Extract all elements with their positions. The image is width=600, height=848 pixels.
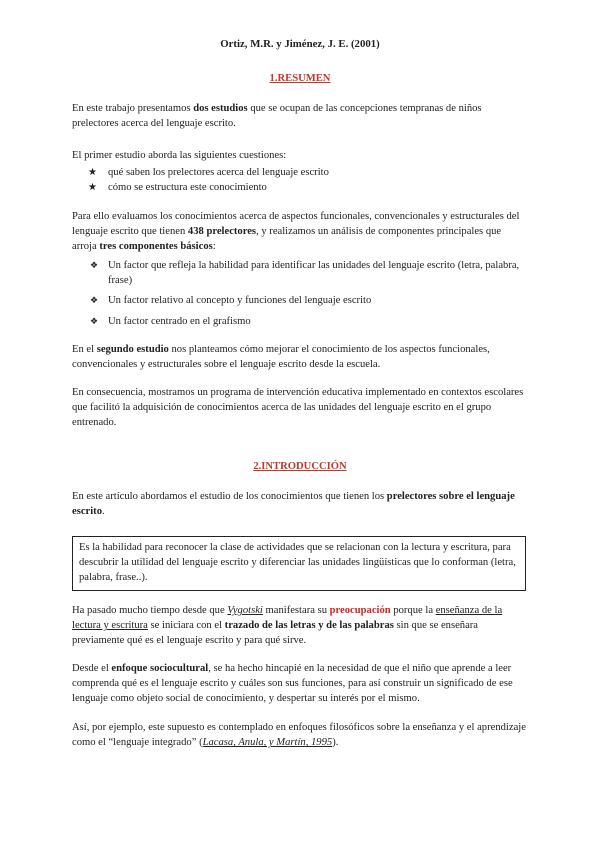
factors-list bbox=[72, 258, 528, 334]
paragraph-first-study: El primer estudio aborda las siguientes cuestiones: bbox=[72, 150, 287, 161]
paragraph-second-study: En el segundo estudio nos planteamos cómo mejorar el conocimiento de los aspectos funcionales, convencionales y estructurales sobre el lenguaje escrito desde la escuela. bbox=[72, 344, 490, 371]
questions-list bbox=[72, 165, 528, 195]
definition-box: Es la habilidad para reconocer la clase de actividades que se relacionan con la lectura y escritura, para descubrir la utilidad del lenguaje escrito y diferenciar las unidades lingüísticas que lo conforman (letra, palabra, frase..). bbox=[72, 536, 526, 591]
paragraph-vygotski: Ha pasado mucho tiempo desde que Vygotski manifestara su preocupación porque la enseñanza de la lectura y escritura se iniciara con el trazado de las letras y de las palabras sin que se enseñara previamente qué es el lenguaje escrito y para qué sirve. bbox=[72, 605, 503, 647]
list-item: ★ cómo se estructura este conocimiento bbox=[72, 180, 528, 195]
paragraph-consequence: En consecuencia, mostramos un programa de intervención educativa implementado en contextos escolares que facilitó la adquisición de conocimientos acerca de las unidades del lenguaje escrito en el grupo entrenado. bbox=[72, 387, 524, 429]
section-title-introduccion: 2.INTRODUCCIÓN bbox=[253, 461, 347, 472]
paragraph-intro: En este trabajo presentamos dos estudios que se ocupan de las concepciones tempranas de niños prelectores acerca del lenguaje escrito. bbox=[72, 103, 482, 130]
star-bullet-icon: ★ bbox=[88, 167, 97, 178]
list-item: ❖ Un factor relativo al concepto y funciones del lenguaje escrito bbox=[72, 293, 528, 308]
diamond-bullet-icon: ❖ bbox=[90, 315, 99, 326]
diamond-bullet-icon: ❖ bbox=[90, 260, 99, 270]
list-item: ❖ Un factor centrado en el grafismo bbox=[72, 314, 528, 329]
paragraph-lenguaje-integrado: Así, por ejemplo, este supuesto es contemplado en enfoques filosóficos sobre la enseñanza y el aprendizaje como el “lenguaje integrado” (Lacasa, Anula, y Martín, 1995). bbox=[72, 722, 526, 749]
paragraph-article-scope: En este artículo abordamos el estudio de los conocimientos que tienen los prelectores sobre el lenguaje escrito. bbox=[72, 491, 515, 518]
diamond-bullet-icon: ❖ bbox=[90, 295, 99, 306]
list-item: ❖ Un factor que refleja la habilidad para identificar las unidades del lenguaje escrito (letra, palabra, frase) bbox=[90, 260, 520, 287]
star-bullet-icon: ★ bbox=[88, 182, 97, 194]
list-item: ★ qué saben los prelectores acerca del lenguaje escrito bbox=[72, 165, 528, 180]
paragraph-method: Para ello evaluamos los conocimientos acerca de aspectos funcionales, convencionales y estructurales del lenguaje escrito que tienen 438 prelectores, y realizamos un análisis de componentes principales que arroja tres componentes básicos: bbox=[72, 211, 520, 253]
citation-header: Ortiz, M.R. y Jiménez, J. E. (2001) bbox=[220, 38, 380, 50]
paragraph-sociocultural: Desde el enfoque sociocultural, se ha hecho hincapié en la necesidad de que el niño que aprende a leer comprenda qué es el lenguaje escrito y cuáles son sus funciones, para así construir un significado de ese lenguaje como objeto social de conocimiento, y despertar su interés por el mismo. bbox=[72, 663, 513, 705]
section-title-resumen: 1.RESUMEN bbox=[269, 73, 331, 84]
